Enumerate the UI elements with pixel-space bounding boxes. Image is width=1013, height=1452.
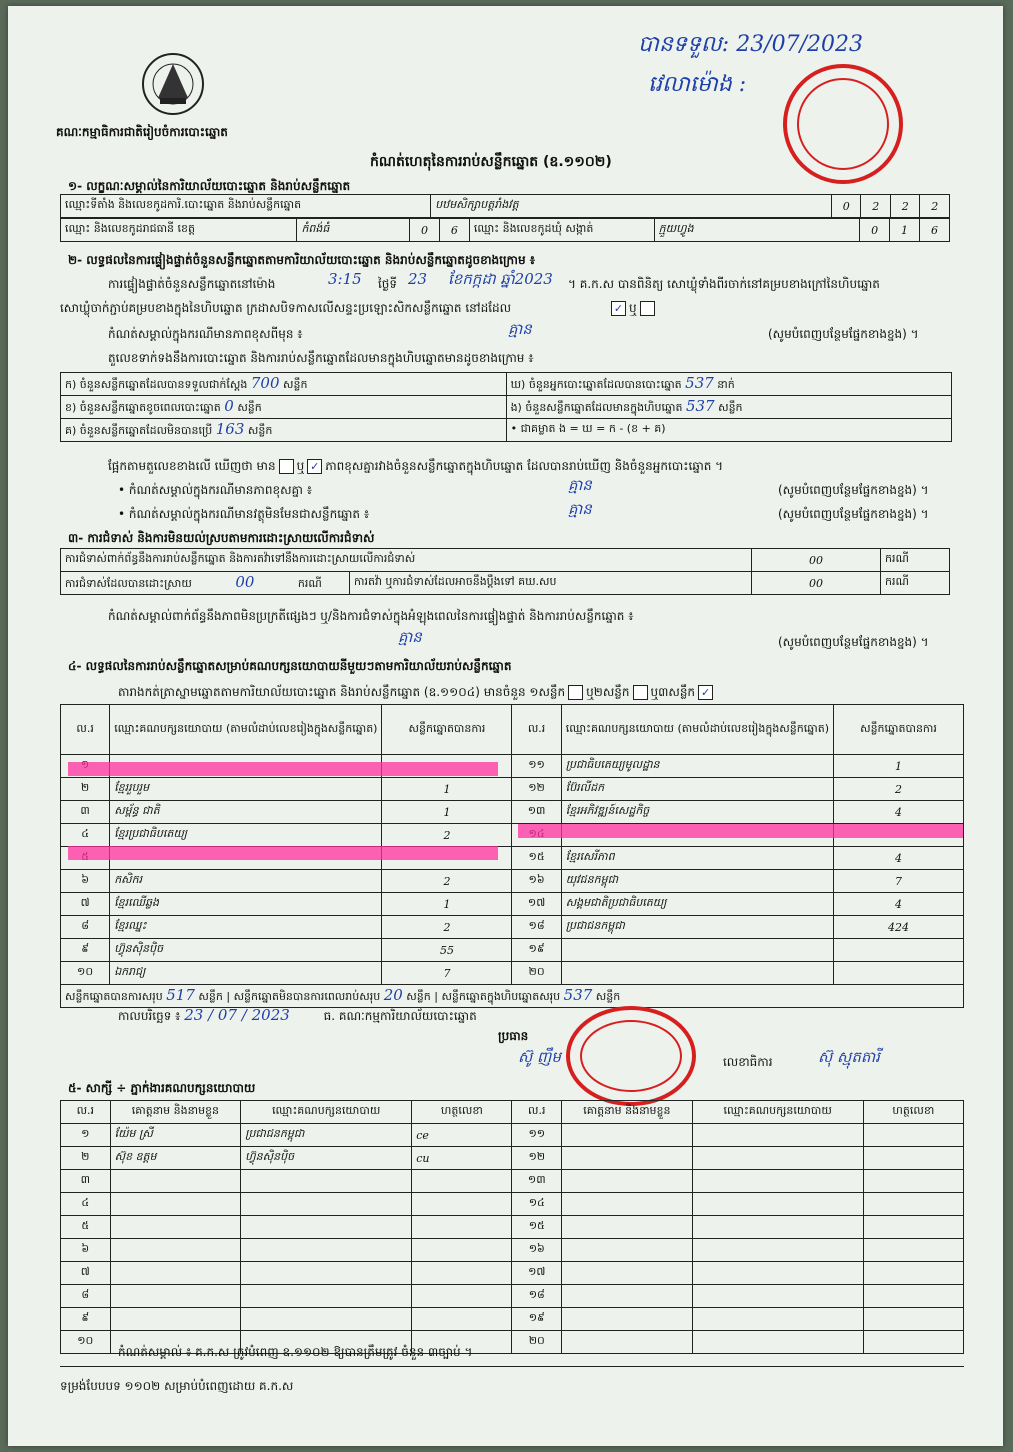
section1-table: ឈ្មោះទីតាំង និងលេខកូដការិ.បោះឆ្នោត និងរាប់សន្លឹកឆ្នោត បឋមសិក្សាបត្តរាំងវត្ត 0 2 2 2 bbox=[60, 194, 950, 218]
table-row: ២ ខ្មែររួបរួម 1 ១២ ប៊ែរលីដក 2 bbox=[61, 778, 964, 801]
table-row: ១ យ៉ែម ស្រី ប្រជាជនកម្ពុជា ce ១១ bbox=[61, 1124, 964, 1147]
table-row: ៧ ១៧ bbox=[61, 1262, 964, 1285]
secretary-signature: ស៊ុ ស្មុតតារី bbox=[818, 1048, 880, 1066]
table-row: ៦ ១៦ bbox=[61, 1239, 964, 1262]
table-row: ៤ ខ្មែរប្រជាធិបតេយ្យ 2 bbox=[61, 824, 964, 847]
table-row: ១០ ឯករាជ្យ 7 ២០ bbox=[61, 962, 964, 985]
received-time: វេលាម៉ោង : bbox=[648, 72, 747, 97]
section4-heading: ៤- លទ្ធផលនៃការរាប់សន្លឹកឆ្នោតសម្រាប់គណបក្សនយោបាយនីមួយៗតាមការិយាល័យរាប់សន្លឹកឆ្នោត bbox=[68, 659, 512, 673]
table-row: ៣ ១៣ bbox=[61, 1170, 964, 1193]
form-paper: គណៈកម្មាធិការជាតិរៀបចំការបោះឆ្នោត បានទទួល: 23/07/2023 វេលាម៉ោង : កំណត់ហេតុនៃការរាប់សន្លឹកឆ្នោត (ឧ.១១០២) ១- លក្ខណៈសម្គាល់នៃការិយាល័យបោះឆ្នោត និងរាប់សន្លឹកឆ្នោត ឈ្មោះទីតាំង និងលេខកូដការិ.បោះឆ្នោត និងរាប់សន្លឹកឆ្នោត បឋមសិក្សាបត្តរាំងវត្ត 0 2 2 2 ឈ្មោះ និងលេខកូដរាជធានី ខេត្ត កំពង់ធំ 0 6 ឈ្មោះ និងលេខកូដឃុំ សង្កាត់ ក្មួយហ្វូង 0 1 6 ២- លទ្ធផលនៃការផ្ទៀងផ្ទាត់ចំនួនសន្លឹកឆ្នោតតាមការិយាល័យបោះឆ្នោត និងរាប់សន្លឹកឆ្នោតដូចខាងក្រោម ៖ ការផ្ទៀងផ្ទាត់ចំនួនសន្លឹកឆ្នោតនៅម៉ោង 3:15 ថ្ងៃទី 23 ខែកក្កដា ឆ្នាំ2023 ។ គ.ក.ស បានពិនិត្យ សោឃ្លុំទាំងពីរចាក់នៅគម្របខាងក្រៅនៃហិបឆ្នោត សោឃ្លុំចាក់ភ្ជាប់គម្របខាងក្នុងនៃហិបឆ្នោត ក្រដាសបិទកាសលើសន្ទះប្រឡោះសិកសន្លឹកឆ្នោត នៅដដែល ✓ ឬ កំណត់សម្គាល់ក្នុងករណីមានភាពខុសពីមុន ៖ គ្មាន (សូមបំពេញបន្ថែមផ្នែកខាងខ្នង) ។ តួលេខទាក់ទងនឹងការបោះឆ្នោត និងការរាប់សន្លឹកឆ្នោតដែលមានក្នុងហិបឆ្នោតមានដូចខាងក្រោម ៖ ក) ចំនួនសន្លឹកឆ្នោតដែលបានទទួលជាក់ស្តែង 700 សន្លឹក ឃ) ចំនួនអ្នកបោះឆ្នោតដែលបានបោះឆ្នោត 537 នាក់ ខ) ចំនួនសន្លឹកឆ្នោតខូចពេលបោះឆ្នោត 0 សន្លឹក ង) ចំនួនសន្លឹកឆ្នោតដែលមានក្នុងហិបឆ្នោត 537 សន្លឹក គ) ចំនួនសន្លឹកឆ្នោតដែលមិនបានប្រើ 163 សន្លឹក • ជាគម្លាត ង = ឃ = ក - (ខ + គ) ផ្អែកតាមតួលេខខាងលើ ឃើញថា មាន ឬ ✓ ភាពខុសគ្នារវាងចំនួនសន្លឹកឆ្នោតក្នុងហិបឆ្នោត ដែលបានរាប់ឃើញ និងចំនួនអ្នកបោះឆ្នោត ។ • កំណត់សម្គាល់ក្នុងករណីមានភាពខុសគ្នា ៖ គ្មាន (សូមបំពេញបន្ថែមផ្នែកខាងខ្នង) ។ • កំណត់សម្គាល់ក្នុងករណីមានវត្ថុមិនមែនជាសន្លឹកឆ្នោត ៖ គ្មាន (សូមបំពេញបន្ថែមផ្នែកខាងខ្នង) ។ ៣- ការជំទាស់ និងការមិនយល់ស្របតាមការដោះស្រាយលើការជំទាស់ ការជំទាស់ពាក់ព័ន្ធនឹងការរាប់សន្លឹកឆ្នោត និងការតវ៉ាទៅនឹងការដោះស្រាយលើការជំទាស់ 00 ករណី ការជំទាស់ដែលបានដោះស្រាយ 00 ករណី ការតវ៉ា ឬការជំទាស់ដែលអាចនឹងប្តឹងទៅ គឃ.សប 00 ករណី កំណត់សម្គាល់ពាក់ព័ន្ធនឹងភាពមិនប្រក្រតីផ្សេងៗ ឬ/និងការជំទាស់ក្នុងអំឡុងពេលនៃការផ្ទៀងផ្ទាត់ និងការរាប់សន្លឹកឆ្នោត ៖ គ្មាន (សូមបំពេញបន្ថែមផ្នែកខាងខ្នង) ។ ៤- លទ្ធផលនៃការរាប់សន្លឹកឆ្នោតសម្រាប់គណបក្សនយោបាយនីមួយៗតាមការិយាល័យរាប់សន្លឹកឆ្នោត តារាងកត់ត្រាស្នាមឆ្នោតតាមការិយាល័យបោះឆ្នោត និងរាប់សន្លឹកឆ្នោត (ឧ.១១០៤) មានចំនួន ១សន្លឹក ឬ២សន្លឹក ឬ៣សន្លឹក ✓ ល.រ ឈ្មោះគណបក្សនយោបាយ (តាមលំដាប់លេខរៀងក្នុងសន្លឹកឆ្នោត) សន្លឹកឆ្នោតបានការ ល.រ ឈ្មោះគណបក្សនយោបាយ (តាមលំដាប់លេខរៀងក្នុងសន្លឹកឆ្នោត) សន្លឹកឆ្នោតបានការ ១១ ប្រជាធិបតេយ្យមូលដ្ឋាន 1 ២ ខ្មែររួបរួម 1 ១២ ប៊ែរលីដក 2 ៣ សម្ព័ន្ធ ជាតិ 1 ១៣ ខ្មែរអភិវឌ្ឍន៍សេដ្ឋកិច្ច 4 ៤ ខ្មែរប្រជាធិបតេយ្យ 2 ១៥ ខ្មែរសេរីភាព 4 ៦ កសិករ 2 ១៦ យុវជនកម្ពុជា 7 ៧ ខ្មែរឈើឆ្លង 1 ១៧ សង្គមជាតិប្រជាធិបតេយ្យ 4 ៨ ខ្មែរឈ្នះ 2 ១៨ ប្រជាជនកម្ពុជា 424 ៩ ហ៊្វុនស៊ិនប៉ិច 55 ១៩ ១០ ឯករាជ្យ 7 ២០ សន្លឹកឆ្នោតបានការសរុប 517 សន្លឹក | សន្លឹកឆ្នោតមិនបានការពេលរាប់សរុប 20 សន្លឹក | សន្លឹកឆ្នោតក្នុងហិបឆ្នោតសរុប 537 សន្លឹក កាលបរិច្ឆេទ ៖ 23 / 07 / 2023 ធ. គណៈកម្មការិយាល័យបោះឆ្នោត ប្រធាន ស៊ូ ញឹម លេខាធិការ ស៊ុ ស្មុតតារី ៥- សាក្សី ÷ ភ្នាក់ងារគណបក្សនយោបាយ ល.រ គោត្តនាម និងនាមខ្លួន ឈ្មោះគណបក្សនយោបាយ ហត្ថលេខា ល.រ គោត្តនាម និងនាមខ្លួន ឈ្មោះគណបក្សនយោបាយ ហត្ថលេខា ១ យ៉ែម ស្រី ប្រជាជនកម្ពុជា ce ១១ ២ ស៊ុខ ឧត្តម ហ៊្វុនស៊ិនប៉ិច cu ១២ ៣ ១៣ ៤ ១៤ ៥ ១៥ ៦ ១៦ ៧ ១៧ ៨ ១៨ ៩ ១៩ ១០ ២០ កំណត់សម្គាល់ ៖ គ.ក.ស ត្រូវបំពេញ ឧ.១១០២ ឱ្យបានត្រឹមត្រូវ ចំនួន ៣ច្បាប់ ។ ទម្រង់បែបបទ ១១០២ សម្រាប់បំពេញដោយ គ.ក.ស bbox=[8, 6, 1003, 1446]
table-row: ២ ស៊ុខ ឧត្តម ហ៊្វុនស៊ិនប៉ិច cu ១២ bbox=[61, 1147, 964, 1170]
emblem-icon bbox=[138, 46, 208, 122]
official-stamp-bottom bbox=[566, 1006, 696, 1106]
table-row: ១១ ប្រជាធិបតេយ្យមូលដ្ឋាន 1 bbox=[61, 755, 964, 778]
received-date: បានទទួល: 23/07/2023 bbox=[638, 32, 863, 57]
section2-heading: ២- លទ្ធផលនៃការផ្ទៀងផ្ទាត់ចំនួនសន្លឹកឆ្នោតតាមការិយាល័យបោះឆ្នោត និងរាប់សន្លឹកឆ្នោតដូចខាងក្រោម ៖ bbox=[68, 253, 536, 267]
polling-station-value: បឋមសិក្សាបត្តរាំងវត្ត bbox=[431, 195, 832, 218]
highlight-row-1 bbox=[68, 762, 498, 776]
table-row: ៨ ខ្មែរឈ្នះ 2 ១៨ ប្រជាជនកម្ពុជា 424 bbox=[61, 916, 964, 939]
table-row: ៤ ១៤ bbox=[61, 1193, 964, 1216]
section5-heading: ៥- សាក្សី ÷ ភ្នាក់ងារគណបក្សនយោបាយ bbox=[68, 1081, 256, 1095]
section3-heading: ៣- ការជំទាស់ និងការមិនយល់ស្របតាមការដោះស្រាយលើការជំទាស់ bbox=[68, 531, 375, 545]
table-row: ៥ ១៥ bbox=[61, 1216, 964, 1239]
form-title: កំណត់ហេតុនៃការរាប់សន្លឹកឆ្នោត (ឧ.១១០២) bbox=[370, 154, 612, 170]
party-results-table: ល.រ ឈ្មោះគណបក្សនយោបាយ (តាមលំដាប់លេខរៀងក្នុងសន្លឹកឆ្នោត) សន្លឹកឆ្នោតបានការ ល.រ ឈ្មោះគណបក្សនយោបាយ (តាមលំដាប់លេខរៀងក្នុងសន្លឹកឆ្នោត) សន្លឹកឆ្នោតបានការ ១១ ប្រជាធិបតេយ្យមូលដ្ឋាន 1 ២ ខ្មែររួបរួម 1 ១២ ប៊ែរលីដក 2 ៣ សម្ព័ន្ធ ជាតិ 1 ១៣ ខ្មែរអភិវឌ្ឍន៍សេដ្ឋកិច្ច 4 ៤ ខ្មែរប្រជាធិបតេយ្យ 2 ១៥ ខ្មែរសេរីភាព 4 ៦ កសិករ 2 ១៦ យុវជនកម្ពុជា 7 ៧ ខ្មែរឈើឆ្លង 1 ១៧ សង្គមជាតិប្រជាធិបតេយ្យ 4 ៨ ខ្មែរឈ្នះ 2 ១៨ ប្រជាជនកម្ពុជា 424 ៩ ហ៊្វុនស៊ិនប៉ិច 55 ១៩ ១០ ឯករាជ្យ 7 ២០ សន្លឹកឆ្នោតបានការសរុប 517 សន្លឹក | សន្លឹកឆ្នោតមិនបានការពេលរាប់សរុប 20 សន្លឹក | សន្លឹកឆ្នោតក្នុងហិបឆ្នោតសរុប 537 សន្លឹក bbox=[60, 704, 964, 1008]
section1-heading: ១- លក្ខណៈសម្គាល់នៃការិយាល័យបោះឆ្នោត និងរាប់សន្លឹកឆ្នោត bbox=[68, 179, 351, 193]
official-stamp-top bbox=[783, 64, 903, 184]
witness-table: ល.រ គោត្តនាម និងនាមខ្លួន ឈ្មោះគណបក្សនយោបាយ ហត្ថលេខា ល.រ គោត្តនាម និងនាមខ្លួន ឈ្មោះគណបក្សនយោបាយ ហត្ថលេខា ១ យ៉ែម ស្រី ប្រជាជនកម្ពុជា ce ១១ ២ ស៊ុខ ឧត្តម ហ៊្វុនស៊ិនប៉ិច cu ១២ ៣ ១៣ ៤ ១៤ ៥ ១៥ ៦ ១៦ ៧ ១៧ ៨ ១៨ ៩ ១៩ ១០ ២០ bbox=[60, 1100, 964, 1354]
table-row: ១៥ ខ្មែរសេរីភាព 4 bbox=[61, 847, 964, 870]
section1-table-row2: ឈ្មោះ និងលេខកូដរាជធានី ខេត្ត កំពង់ធំ 0 6 ឈ្មោះ និងលេខកូដឃុំ សង្កាត់ ក្មួយហ្វូង 0 1 6 bbox=[60, 218, 950, 242]
table-row: ៩ ១៩ bbox=[61, 1308, 964, 1331]
complaints-table: ការជំទាស់ពាក់ព័ន្ធនឹងការរាប់សន្លឹកឆ្នោត និងការតវ៉ាទៅនឹងការដោះស្រាយលើការជំទាស់ 00 ករណី ការជំទាស់ដែលបានដោះស្រាយ 00 ករណី ការតវ៉ា ឬការជំទាស់ដែលអាចនឹងប្តឹងទៅ គឃ.សប 00 ករណី bbox=[60, 548, 950, 595]
table-row: ៨ ១៨ bbox=[61, 1285, 964, 1308]
checkbox-yes[interactable]: ✓ bbox=[611, 301, 626, 316]
table-row: ៦ កសិករ 2 ១៦ យុវជនកម្ពុជា 7 bbox=[61, 870, 964, 893]
commune-value: ក្មួយហ្វូង bbox=[654, 219, 859, 242]
table-row: ៧ ខ្មែរឈើឆ្លង 1 ១៧ សង្គមជាតិប្រជាធិបតេយ្យ 4 bbox=[61, 893, 964, 916]
province-value: កំពង់ធំ bbox=[297, 219, 410, 242]
ballot-count-table: ក) ចំនួនសន្លឹកឆ្នោតដែលបានទទួលជាក់ស្តែង 700 សន្លឹក ឃ) ចំនួនអ្នកបោះឆ្នោតដែលបានបោះឆ្នោត 537 នាក់ ខ) ចំនួនសន្លឹកឆ្នោតខូចពេលបោះឆ្នោត 0 សន្លឹក ង) ចំនួនសន្លឹកឆ្នោតដែលមានក្នុងហិបឆ្នោត 537 សន្លឹក គ) ចំនួនសន្លឹកឆ្នោតដែលមិនបានប្រើ 163 សន្លឹក • ជាគម្លាត ង = ឃ = ក - (ខ + គ) bbox=[60, 372, 952, 442]
checkbox-no[interactable] bbox=[640, 301, 655, 316]
form-footer: ទម្រង់បែបបទ ១១០២ សម្រាប់បំពេញដោយ គ.ក.ស bbox=[60, 1379, 294, 1393]
table-row: ៩ ហ៊្វុនស៊ិនប៉ិច 55 ១៩ bbox=[61, 939, 964, 962]
polling-station-label: ឈ្មោះទីតាំង និងលេខកូដការិ.បោះឆ្នោត និងរាប់សន្លឹកឆ្នោត bbox=[61, 195, 431, 218]
highlight-row-5 bbox=[68, 846, 498, 860]
table-row: ១០ ២០ bbox=[61, 1331, 964, 1354]
table-row: ៣ សម្ព័ន្ធ ជាតិ 1 ១៣ ខ្មែរអភិវឌ្ឍន៍សេដ្ឋកិច្ច 4 bbox=[61, 801, 964, 824]
chair-signature: ស៊ូ ញឹម bbox=[518, 1048, 561, 1066]
highlight-row-14 bbox=[518, 824, 963, 838]
committee-name: គណៈកម្មាធិការជាតិរៀបចំការបោះឆ្នោត bbox=[56, 125, 228, 139]
